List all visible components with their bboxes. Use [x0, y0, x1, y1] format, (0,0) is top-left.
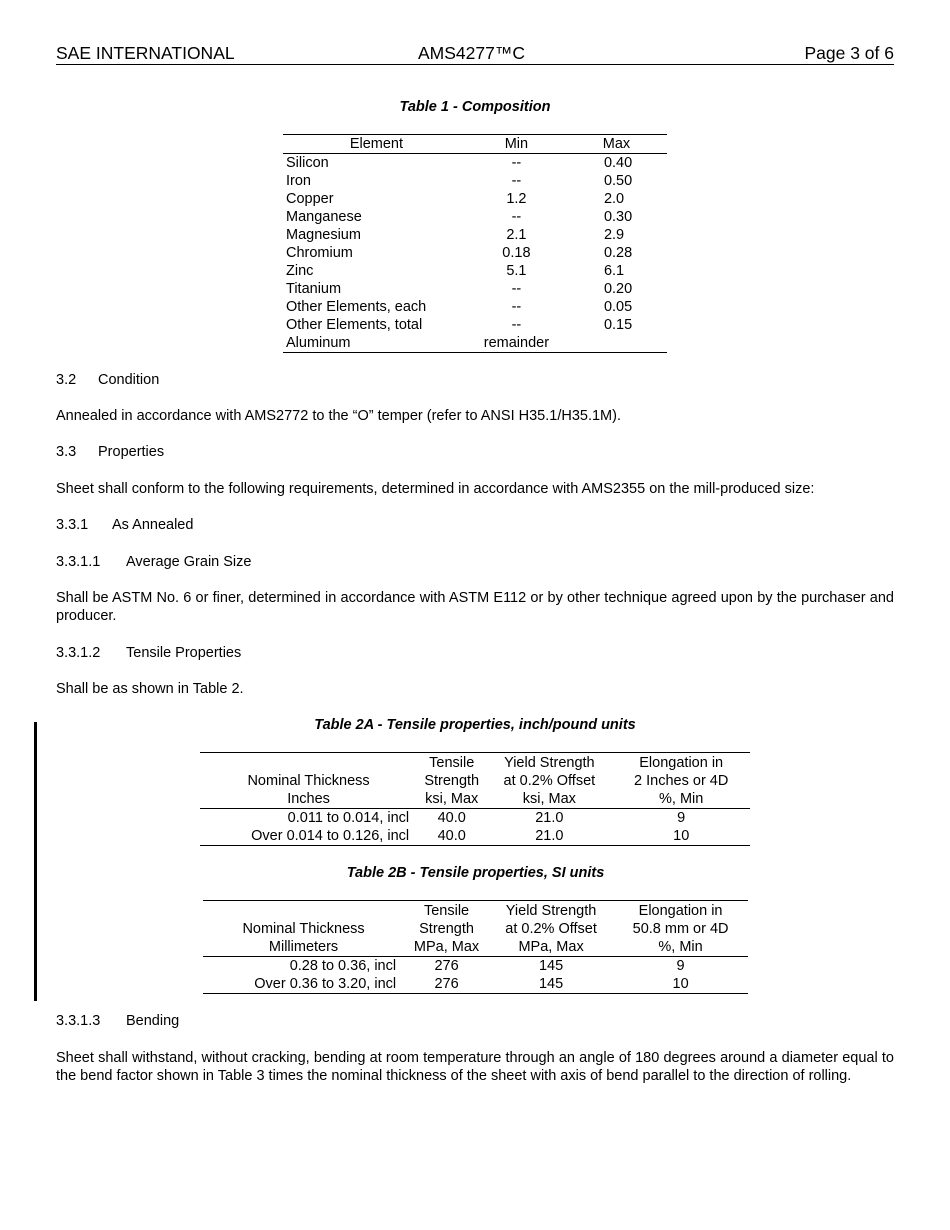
column-header-yield-strength	[486, 753, 612, 809]
header-line: Nominal Thickness	[247, 773, 370, 789]
cell-min: --	[511, 281, 522, 297]
section-number: 3.3.1	[56, 517, 89, 533]
table-row	[200, 827, 750, 846]
header-line: Strength	[424, 773, 480, 789]
section-number: 3.3	[56, 444, 77, 460]
header-line: %, Min	[659, 791, 704, 807]
table-row	[283, 190, 667, 208]
cell-thickness: 0.28 to 0.36, incl	[289, 958, 397, 974]
section-3-3-1-2-text: Shall be as shown in Table 2.	[56, 681, 244, 697]
header-line: Strength	[419, 921, 474, 937]
cell-element: Chromium	[286, 245, 353, 261]
column-header-elongation	[613, 901, 748, 957]
header-line: Yield Strength	[505, 903, 597, 919]
header-line: %, Min	[658, 939, 703, 955]
cell-min: --	[511, 155, 522, 171]
tensile-properties-si-table	[203, 900, 748, 994]
cell-min: 0.18	[502, 245, 531, 261]
table-row	[283, 262, 667, 280]
table-header-row	[283, 135, 667, 154]
header-line: Inches	[287, 791, 330, 807]
table-row	[200, 809, 750, 828]
cell-min: --	[511, 299, 522, 315]
header-line: MPa, Max	[413, 939, 480, 955]
column-header-tensile-strength	[404, 901, 489, 957]
cell-min: 1.2	[506, 191, 527, 207]
section-number: 3.2	[56, 372, 77, 388]
section-3-3-1-3-text: Sheet shall withstand, without cracking, bending at room temperature through an angle of 180 degrees around a diameter equal to the bend factor shown in Table 3 times the nominal thickness of the sheet with axis of bend parallel to the direction of rolling.	[56, 1050, 894, 1084]
cell-min: --	[511, 209, 522, 225]
cell-max: 0.50	[603, 173, 633, 189]
header-page-number: Page 3 of 6	[804, 43, 894, 63]
cell-elongation: 9	[677, 810, 686, 826]
table-row	[203, 957, 748, 976]
section-3-2-text: Annealed in accordance with AMS2772 to the “O” temper (refer to ANSI H35.1/H35.1M).	[56, 408, 621, 424]
cell-element: Aluminum	[286, 335, 351, 351]
cell-max	[566, 334, 667, 353]
cell-element: Zinc	[286, 263, 314, 279]
cell-min: --	[511, 317, 522, 333]
cell-yield: 145	[538, 958, 564, 974]
section-3-3-1-heading	[56, 516, 894, 534]
section-3-3-text: Sheet shall conform to the following requirements, determined in accordance with AMS2355 on the mill-produced size:	[56, 481, 815, 497]
cell-element: Copper	[286, 191, 334, 207]
column-header-elongation	[612, 753, 750, 809]
cell-yield: 21.0	[535, 810, 564, 826]
column-header-nominal-thickness	[200, 753, 417, 809]
table-row	[283, 244, 667, 262]
cell-min: remainder	[483, 335, 550, 351]
cell-max: 6.1	[603, 263, 625, 279]
header-organization: SAE INTERNATIONAL	[56, 43, 235, 63]
table-header-row	[203, 901, 748, 957]
cell-elongation: 9	[676, 958, 685, 974]
header-line: Elongation in	[639, 755, 724, 771]
cell-yield: 21.0	[535, 828, 564, 844]
section-3-3-1-1-text: Shall be ASTM No. 6 or finer, determined in accordance with ASTM E112 or by other technique agreed upon by the purchaser and producer.	[56, 590, 894, 624]
cell-elongation: 10	[672, 976, 689, 992]
column-header-yield-strength	[489, 901, 613, 957]
section-title: Tensile Properties	[126, 645, 242, 661]
section-3-3-1-1-heading	[56, 553, 894, 571]
table-row	[283, 316, 667, 334]
cell-min: 5.1	[506, 263, 527, 279]
column-header-min: Min	[467, 135, 566, 154]
page-header	[56, 43, 894, 65]
table2b-caption: Table 2B - Tensile properties, SI units	[346, 865, 605, 881]
cell-elongation: 10	[673, 828, 690, 844]
section-title: Average Grain Size	[126, 554, 252, 570]
section-3-2-heading	[56, 371, 894, 389]
tensile-properties-inch-table	[200, 752, 750, 846]
revision-change-bar	[34, 722, 37, 1001]
table-header-row	[200, 753, 750, 809]
cell-thickness: Over 0.36 to 3.20, incl	[254, 976, 397, 992]
cell-max: 0.20	[603, 281, 633, 297]
table-row	[203, 975, 748, 994]
header-line: Millimeters	[268, 939, 339, 955]
header-line: at 0.2% Offset	[503, 773, 596, 789]
header-line: 50.8 mm or 4D	[632, 921, 729, 937]
cell-max: 0.05	[603, 299, 633, 315]
column-header-nominal-thickness	[203, 901, 404, 957]
cell-element: Iron	[286, 173, 311, 189]
table2a-caption: Table 2A - Tensile properties, inch/pound units	[314, 717, 636, 733]
cell-max: 0.15	[603, 317, 633, 333]
column-header-max: Max	[566, 135, 667, 154]
header-line: at 0.2% Offset	[505, 921, 597, 937]
cell-element: Other Elements, total	[286, 317, 423, 333]
cell-min: 2.1	[506, 227, 527, 243]
cell-thickness: 0.011 to 0.014, incl	[287, 810, 410, 826]
column-header-tensile-strength	[417, 753, 486, 809]
cell-element: Other Elements, each	[286, 299, 427, 315]
table-row	[283, 172, 667, 190]
header-document-number: AMS4277™C	[418, 43, 525, 63]
table-row	[283, 298, 667, 316]
section-number: 3.3.1.2	[56, 645, 101, 661]
header-line: Elongation in	[638, 903, 723, 919]
cell-max: 2.9	[603, 227, 625, 243]
header-line: Tensile	[429, 755, 475, 771]
column-header-element: Element	[283, 135, 467, 154]
cell-thickness: Over 0.014 to 0.126, incl	[251, 828, 410, 844]
section-3-3-1-3-heading	[56, 1012, 894, 1030]
cell-tensile: 276	[434, 958, 459, 974]
table1-caption: Table 1 - Composition	[399, 99, 551, 115]
header-line: Yield Strength	[504, 755, 595, 771]
section-title: Bending	[126, 1013, 180, 1029]
header-line: ksi, Max	[522, 791, 576, 807]
table-row	[283, 226, 667, 244]
header-line: MPa, Max	[518, 939, 584, 955]
cell-max: 2.0	[603, 191, 625, 207]
section-number: 3.3.1.1	[56, 554, 101, 570]
cell-element: Titanium	[286, 281, 342, 297]
cell-max: 0.30	[603, 209, 633, 225]
section-3-3-1-2-heading	[56, 644, 894, 662]
header-line: Tensile	[423, 903, 470, 919]
cell-tensile: 40.0	[437, 810, 466, 826]
cell-element: Magnesium	[286, 227, 361, 243]
table-row	[283, 154, 667, 173]
cell-tensile: 276	[434, 976, 459, 992]
cell-max: 0.40	[603, 155, 633, 171]
cell-min: --	[511, 173, 522, 189]
header-line: 2 Inches or 4D	[634, 773, 729, 789]
section-number: 3.3.1.3	[56, 1013, 101, 1029]
cell-element: Silicon	[286, 155, 329, 171]
header-line: ksi, Max	[425, 791, 479, 807]
header-line: Nominal Thickness	[242, 921, 365, 937]
section-3-3-heading	[56, 443, 894, 461]
cell-tensile: 40.0	[437, 828, 466, 844]
table-row	[283, 208, 667, 226]
section-title: Properties	[98, 444, 165, 460]
cell-element: Manganese	[286, 209, 362, 225]
section-title: As Annealed	[112, 517, 194, 533]
composition-table	[283, 134, 667, 353]
section-title: Condition	[98, 372, 160, 388]
cell-max: 0.28	[603, 245, 633, 261]
table-row	[283, 280, 667, 298]
table-row	[283, 334, 667, 353]
cell-yield: 145	[538, 976, 564, 992]
